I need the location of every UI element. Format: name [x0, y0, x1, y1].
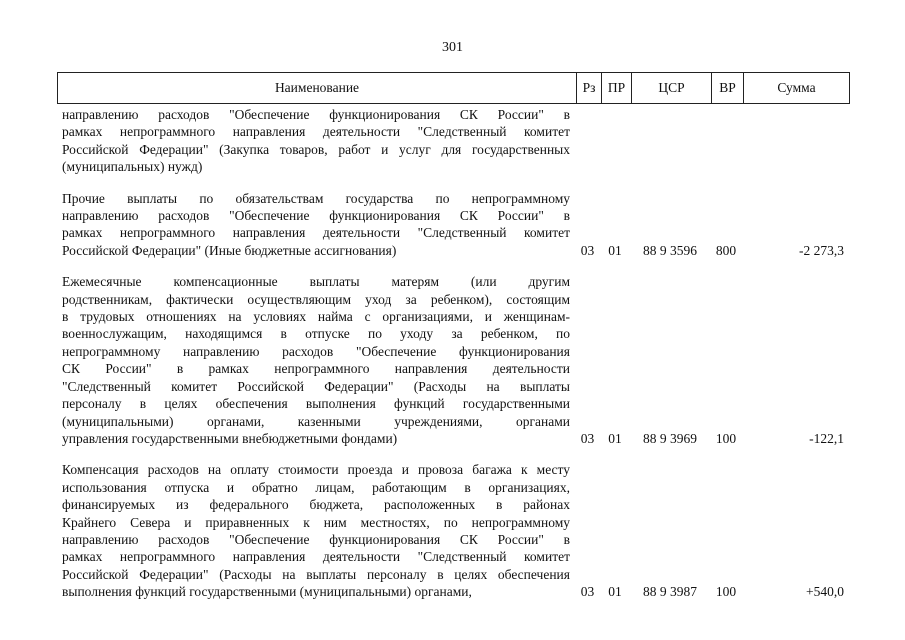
row-name-line: направлению расходов "Обеспечение функционирования СК России" в: [62, 531, 570, 547]
header-sum: Сумма: [743, 73, 849, 103]
row-name-line: СК России" в рамках непрограммного направления деятельности: [62, 361, 570, 377]
table-row: [57, 461, 850, 600]
row-name-line: Российской Федерации" (Расходы на выплаты персоналу в целях обеспечения: [62, 566, 570, 582]
page-number: 301: [442, 40, 463, 55]
row-name-line: Российской Федерации" (Иные бюджетные ассигнования): [62, 242, 397, 258]
table-row: [57, 273, 850, 447]
row-csr: 88 9 3987: [643, 584, 697, 600]
row-name-line: в трудовых отношениях на условиях найма с организациями, и женщинам-: [62, 309, 570, 325]
row-name: [57, 190, 575, 260]
row-name-line: Компенсация расходов на оплату стоимости проезда и провоза багажа к месту: [62, 462, 570, 478]
row-name-line: родственникам, фактически осуществляющим уход за ребенком), состоящим: [62, 291, 570, 307]
row-vr: 100: [715, 584, 737, 600]
row-sum: -2 273,3: [799, 242, 844, 258]
table-header: [57, 72, 850, 104]
header-vr: ВР: [711, 73, 743, 103]
row-sum: +540,0: [806, 584, 844, 600]
row-name: [57, 273, 575, 447]
row-name-line: направлению расходов "Обеспечение функционирования СК России" в: [62, 107, 570, 122]
row-rz: 03: [580, 584, 595, 600]
header-rz: Рз: [576, 73, 601, 103]
row-name-line: Российской Федерации" (Закупка товаров, работ и услуг для государственных: [62, 141, 570, 157]
row-name-line: "Следственный комитет Российской Федерации" (Расходы на выплаты: [62, 378, 570, 394]
row-vr: 100: [715, 430, 737, 446]
row-name-line: персоналу в целях обеспечения выполнения функций государственными: [62, 396, 570, 412]
row-sum: -122,1: [809, 430, 844, 446]
row-rz: 03: [580, 430, 595, 446]
row-name-line: Крайнего Севера и приравненных к ним местностях, по непрограммному: [62, 514, 570, 530]
row-name-line: рамках непрограммного направления деятельности "Следственный комитет: [62, 124, 570, 140]
row-name-line: направлению расходов "Обеспечение функционирования СК России" в: [62, 208, 570, 224]
row-pr: 01: [608, 430, 622, 446]
row-name-line: использования отпуска и обратно лицам, работающим в организациях,: [62, 479, 570, 495]
row-vr: 800: [715, 242, 737, 258]
header-pr: ПР: [601, 73, 631, 103]
header-csr: ЦСР: [631, 73, 711, 103]
row-name-line: финансируемых из федерального бюджета, расположенных в районах: [62, 497, 570, 513]
row-name-line: Прочие выплаты по обязательствам государства по непрограммному: [62, 190, 570, 206]
row-name-line: Ежемесячные компенсационные выплаты матерям (или другим: [62, 274, 570, 290]
row-name-line: (муниципальными) органами, казенными учреждениями, органами: [62, 413, 570, 429]
row-name-line: (муниципальных) нужд): [62, 159, 203, 175]
header-name: Наименование: [274, 80, 360, 95]
row-pr: 01: [608, 584, 622, 600]
row-name-line: выполнения функций государственными (муниципальными) органами,: [62, 584, 472, 600]
row-name-line: непрограммному направлению расходов "Обеспечение функционирования: [62, 343, 570, 359]
row-rz: 03: [580, 242, 595, 258]
row-name-line: управления государственными внебюджетными фондами): [62, 430, 398, 446]
row-name-line: военнослужащим, находящимся в отпуске по уходу за ребенком, по: [62, 326, 570, 342]
row-name-line: рамках непрограммного направления деятельности "Следственный комитет: [62, 549, 570, 565]
row-name: [57, 106, 575, 176]
row-name-line: рамках непрограммного направления деятельности "Следственный комитет: [62, 225, 570, 241]
table-row: [57, 190, 850, 260]
table-row: [57, 106, 850, 176]
row-name: [57, 461, 575, 600]
row-pr: 01: [608, 242, 622, 258]
row-csr: 88 9 3969: [643, 430, 697, 446]
row-csr: 88 9 3596: [643, 242, 697, 258]
table-body: [57, 106, 850, 601]
